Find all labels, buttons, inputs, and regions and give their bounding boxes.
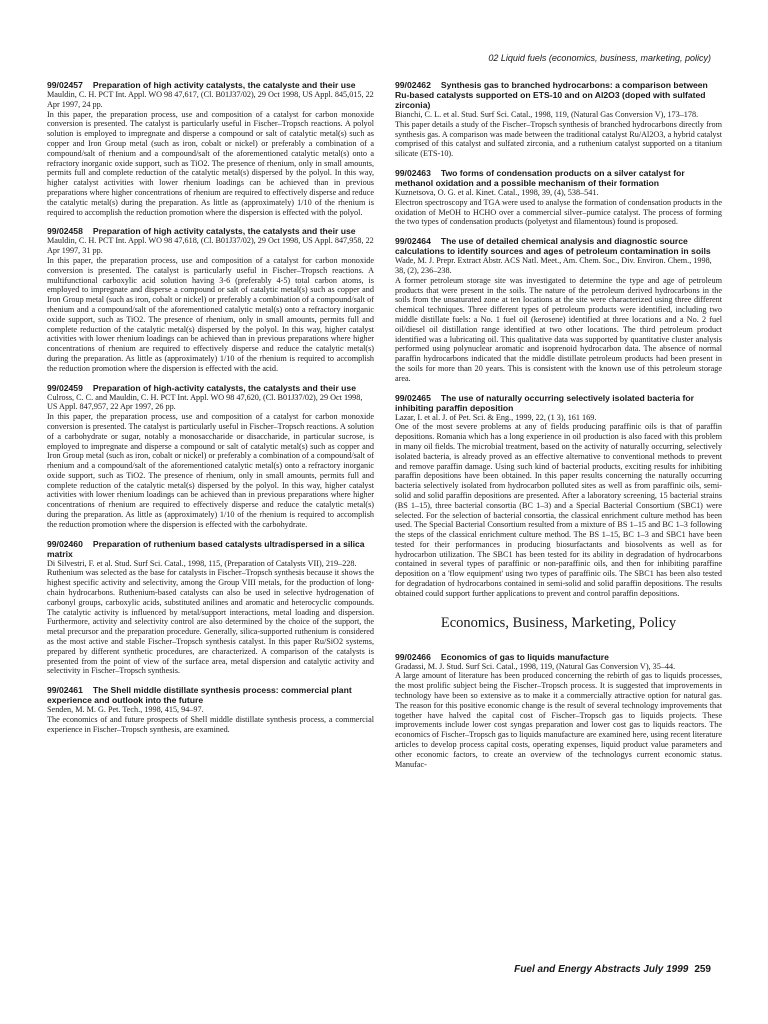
entry-number: 99/02463 [395, 167, 431, 178]
entry-title [395, 393, 722, 413]
entry-citation: Wade, M. J. Prepr. Extract Abstr. ACS Natl. Meet., Am. Chem. Soc., Div. Environ. Chem., 1998, 38, (2), 236–238. [395, 256, 712, 275]
entry-title [47, 685, 374, 705]
entry-citation: Bianchi, C. L. et al. Stud. Surf Sci. Catal., 1998, 119, (Natural Gas Conversion V), 173–178. [395, 110, 699, 119]
abstract-entry [395, 236, 722, 383]
entry-abstract: This paper details a study of the Fischer–Tropsch synthesis of branched hydrocarbons directly from synthesis gas. A comparison was made between the traditional catalyst Ru/Al2O3, a hybrid catalyst comprised of this catalyst and sulfated zirconia, and a ruthenium catalyst supported on a titanium silicate (ETS-10). [395, 119, 722, 159]
abstract-entry [395, 652, 722, 770]
entry-number: 99/02465 [395, 392, 431, 403]
entry-number: 99/02457 [47, 80, 83, 90]
entry-number: 99/02459 [47, 382, 83, 393]
entry-title-text: Preparation of ruthenium based catalysts ultradispersed in a silica matrix [47, 538, 365, 559]
abstract-entry [395, 80, 722, 159]
entry-title [395, 652, 722, 662]
entry-abstract: In this paper, the preparation process, use and composition of a catalyst for carbon monoxide conversion is presented. The catalyst is particularly useful in Fischer–Tropsch reactions. A solution of a carbohydrate or sugar, notably a monosaccharide or disaccharide, in particular sucrose, is employed to impregnate and disperse a compound or salt of catalytic metal(s) such as copper and Iron Group metal (such as iron, cobalt or nickel) or preferably a combination of a compound/salt of rhenium and a compound/salt of the aforementioned catalytic metal(s) onto a refractory inorganic oxide support, such as TiO2. The presence of rhenium, only in small amounts, permits full and complete reduction of the catalytic metal(s) dispersed by the polyol. In this way, higher catalyst activities with lower rhenium loadings can be achieved than in previous preparations where higher concentrations of rhenium are required to effectively disperse and reduce the catalytic metal(s) during the preparation. As little as (approximately) 1/10 of the rhenium is required to accomplish the reduction promotion where the dispersion is effected with the carbohydrate. [47, 412, 374, 529]
entry-title-text: Preparation of high-activity catalysts, the catalysts and their use [92, 382, 356, 393]
abstract-entry [47, 80, 374, 217]
entry-number: 99/02466 [395, 651, 431, 662]
entry-number: 99/02460 [47, 538, 83, 549]
journal-name: Fuel and Energy Abstracts July 1999 [514, 964, 689, 975]
entry-number: 99/02464 [395, 236, 431, 247]
entry-abstract: In this paper, the preparation process, use and composition of a catalyst for carbon monoxide conversion is presented. The catalyst is particularly useful in Fischer–Tropsch reactions. A polyol solution is employed to impregnate and disperse a compound or salt of catalytic metal(s) such as copper and Iron Group metal (such as iron, cobalt or nickel) or preferably a combination of a compound/salt of rhenium and a compound/salt of the aforementioned catalytic metal(s) onto a refractory inorganic oxide support, such as TiO2. The presence of rhenium, only in small amounts, permits full and complete reduction of the catalytic metal(s) dispersed by the polyol. In this way, higher catalyst activities with lower rhenium loadings can be achieved than in previous preparations where higher concentrations of rhenium are required to effectively disperse and reduce the catalytic metal(s) during the preparation. As little as (approximately) 1/10 of the rhenium is required to accomplish the reduction promotion where the dispersion is effected with the polyol. [47, 109, 374, 217]
entry-abstract: The economics of and future prospects of Shell middle distillate synthesis process, a commercial experience in Fischer–Tropsch synthesis, are examined. [47, 715, 374, 734]
page-number: 259 [694, 964, 711, 975]
entry-number: 99/02458 [47, 226, 83, 237]
entry-citation: Mauldin, C. H. PCT Int. Appl. WO 98 47,617, (Cl. B01J37/02), 29 Oct 1998, US Appl. 845,015, 22 Apr 1997, 24 pp. [47, 90, 374, 109]
entry-title [47, 80, 374, 90]
entry-title [47, 539, 374, 559]
entry-title-text: Synthesis gas to branched hydrocarbons: a comparison between Ru-based catalysts supported on ETS-10 and on Al2O3 (doped with sulfated zirconia) [395, 80, 708, 110]
entry-title-text: Preparation of high activity catalysts, the catalysts and their use [92, 226, 356, 237]
entry-title [395, 80, 722, 110]
entry-title-text: The use of naturally occurring selectively isolated bacteria for inhibiting paraffin deposition [395, 392, 694, 413]
entry-title-text: The Shell middle distillate synthesis process: commercial plant experience and outlook into the future [47, 685, 352, 706]
entry-title [395, 236, 722, 256]
entry-title-text: Two forms of condensation products on a silver catalyst for methanol oxidation and a possible mechanism of their formation [395, 167, 685, 188]
entry-citation: Gradassi, M. J. Stud. Surf Sci. Catal., 1998, 119, (Natural Gas Conversion V), 35–44. [395, 661, 676, 671]
entry-title [47, 383, 374, 393]
entry-title-text: Economics of gas to liquids manufacture [440, 651, 609, 662]
entry-title-text: The use of detailed chemical analysis and diagnostic source calculations to identify sources and ages of petroleum contamination in soils [395, 236, 711, 257]
entry-citation: Senden, M. M. G. Pet. Tech., 1998, 415, 94–97. [47, 705, 204, 715]
entry-number: 99/02462 [395, 80, 431, 90]
entry-citation: Di Silvestri, F. et al. Stud. Surf Sci. Catal., 1998, 115, (Preparation of Catalysts VII), 219–228. [47, 558, 357, 568]
entry-citation: Mauldin, C. H. PCT Int. Appl. WO 98 47,618, (Cl. B01J37/02), 29 Oct 1998, US Appl. 847,958, 22 Apr 1997, 31 pp. [47, 236, 374, 256]
running-head: 02 Liquid fuels (economics, business, marketing, policy) [488, 53, 711, 63]
page-footer [514, 964, 711, 975]
abstract-entry [47, 539, 374, 677]
entry-abstract: Electron spectroscopy and TGA were used to analyse the formation of condensation products in the oxidation of MeOH to HCHO over a commercial silver–pumice catalyst. The process of forming the two types of condensation products (polyetyst and filamentous) found is proposed. [395, 197, 722, 227]
section-heading: Economics, Business, Marketing, Policy [440, 614, 677, 631]
entry-abstract: One of the most severe problems at any of fields producing paraffinic oils is that of paraffin depositions. Romania which has a long experience in oil production is also faced with this problem in many oil fields. The microbial treatment, based on the activity of naturally occurring, selectively isolated bacteria, is already proved as an effective alternative to conventional methods to prevent and remove paraffin damage. Using such kind of bacterial products, exciting results for inhibiting paraffin depositions have been obtained. In this paper results concerning the naturally occurring bacteria selectively isolated from hydrocarbon polluted sites as well as from paraffinic oils, semi-solid and solid paraffin depositions are presented. After a laboratory screening, 15 bacterial strains (BS 1–15), three bacterial consortia (BC 1–3) and a Special Bacterial Consortium (SBC1) were selected. For the selection of bacterial consortia, the classical enrichment culture method has been used. The Special Bacterial Consortium resulted from a mixture of BS 1–15 and BC 1–3 following the steps of the classical enrichment culture method. The BS 1–15, BC 1–3 and SBC1 have been tested for their performances in producing biosurfactants and biosolvents as well as for hydrocarbon utilization. The SBC1 has been tested for its ability in degradation of hydrocarbons contained in several types of paraffinic or non-paraffinic oils, and then for inhibiting paraffine deposition on a 'flow equipment' using two types of paraffinic oils. The SBC1 has been also tested for degradation of hydrocarbons contained in semi-solid and solid paraffin depositions. The results obtained could support further applications to prevent and control paraffin depositions. [395, 422, 722, 598]
entry-abstract: Ruthenium was selected as the base for catalysts in Fischer–Tropsch synthesis because it shows the highest specific activity and selectivity, among the Group VIII metals, for the production of long-chain hydrocarbons. Ruthenium-based catalysts can also be used in selective hydrogenation of carbonyl groups, carboxylic acids, substituted anilines and aromatic and heterocyclic compounds. The catalytic activity is influenced by metal/support interactions, metal loading and dispersion. Furthermore, activity and selectivity control are also determined by the choice of the support, the metal precursor and the preparation procedure. Generally, silica-supported ruthenium is considered as the most active and stable Fischer–Tropsch synthesis catalyst. In this paper Ru/SiO2 systems, prepared by different synthetic procedures, are characterized. A comparison of the catalysts is presented from the point of view of the surface area, metal dispersion and catalytic activity and selectivity in Fischer–Tropsch synthesis. [47, 568, 374, 676]
entry-citation: Culross, C. C. and Mauldin, C. H. PCT Int. Appl. WO 98 47,620, (Cl. B01J37/02), 29 Oct 1998, US Appl. 847,957, 22 Apr 1997, 26 pp. [47, 392, 363, 412]
entry-abstract: A former petroleum storage site was investigated to determine the type and age of petroleum products that were present in the soils. The nature of the petroleum derived hydrocarbons in the soils from the unsaturated zone at ten locations at the site were characterized using three different chemical techniques. Three different types of petroleum products were identified, including two middle distillate fuels: a No. 1 fuel oil (kerosene) identified at three locations and a No. 2 fuel oil/diesel oil distillation range identified at two other locations. The third petroleum product identified was a lubricating oil. This qualitative data was supported by quantitative cluster analysis performed using polynuclear aromatic and isoprenoid hydrocarbon data. The absence of normal paraffin hydrocarbons indicated that the middle distillate petroleum products had been present in the soils for more than 20 years. This is consistent with the known use of this petroleum storage area. [395, 275, 722, 383]
abstract-entry [395, 393, 722, 599]
entry-citation: Lazar, I. et al. J. of Pet. Sci. & Eng., 1999, 22, (1 3), 161 169. [395, 412, 597, 422]
entry-abstract: A large amount of literature has been produced concerning the rebirth of gas to liquids processes, the most prolific subject being the Fischer–Tropsch process. It is suggested that improvements in technology have been so extensive as to make it a commercially attractive option for natural gas. The reason for this positive economic change is the result of several technology improvements that together have halved the capital cost of Fischer–Tropsch gas to liquids projects. These improvements include lower cost syngas preparation and lower cost gas to liquids reactors. The economics of Fischer–Tropsch gas to liquids manufacture are examined here, using recent literature articles to develop process capital costs, operating expenses, liquid product value parameters and other economic factors, to create an overview of the technologys current economic status. Manufac- [395, 671, 722, 769]
left-column [47, 80, 374, 744]
abstract-entry [47, 685, 374, 734]
entry-title [47, 226, 374, 236]
abstract-entry [395, 168, 722, 227]
right-column [395, 80, 722, 778]
entry-abstract: In this paper, the preparation process, use and composition of a catalyst for carbon monoxide conversion is presented. The catalyst is particularly useful in Fischer–Tropsch reactions. A multifunctional carboxylic acid solution having 3-6 (preferably 4-5) total carbon atoms, is employed to impregnate and disperse a compound or salt of catalytic metal(s) such as copper and Iron Group metal (such as iron, cobalt or nickel) or preferably a combination of a compound/salt of rhenium and a compound/salt of the aforementioned catalytic metal(s) onto a refractory inorganic oxide support, such as TiO2. The presence of rhenium, only in small amounts, permits full and complete reduction of the catalytic metal(s) dispersed by the polyol. In this way, higher catalyst activities with lower rhenium loadings can be achieved than in previous preparations where higher concentrations of rhenium are required to effectively disperse and reduce the catalytic metal(s) during the preparation. As little as (approximately) 1/10 of the rhenium is required to accomplish the reduction promotion where the dispersion is effected with the acid. [47, 255, 374, 373]
abstract-entry [47, 383, 374, 530]
entry-title [395, 168, 722, 188]
entry-number: 99/02461 [47, 685, 83, 696]
entry-citation: Kuznetsova, O. G. et al. Kinet. Catal., 1998, 39, (4), 538–541. [395, 187, 599, 197]
entry-title-text: Preparation of high activity catalysts, the catalyste and their use [92, 80, 356, 90]
abstract-entry [47, 226, 374, 373]
